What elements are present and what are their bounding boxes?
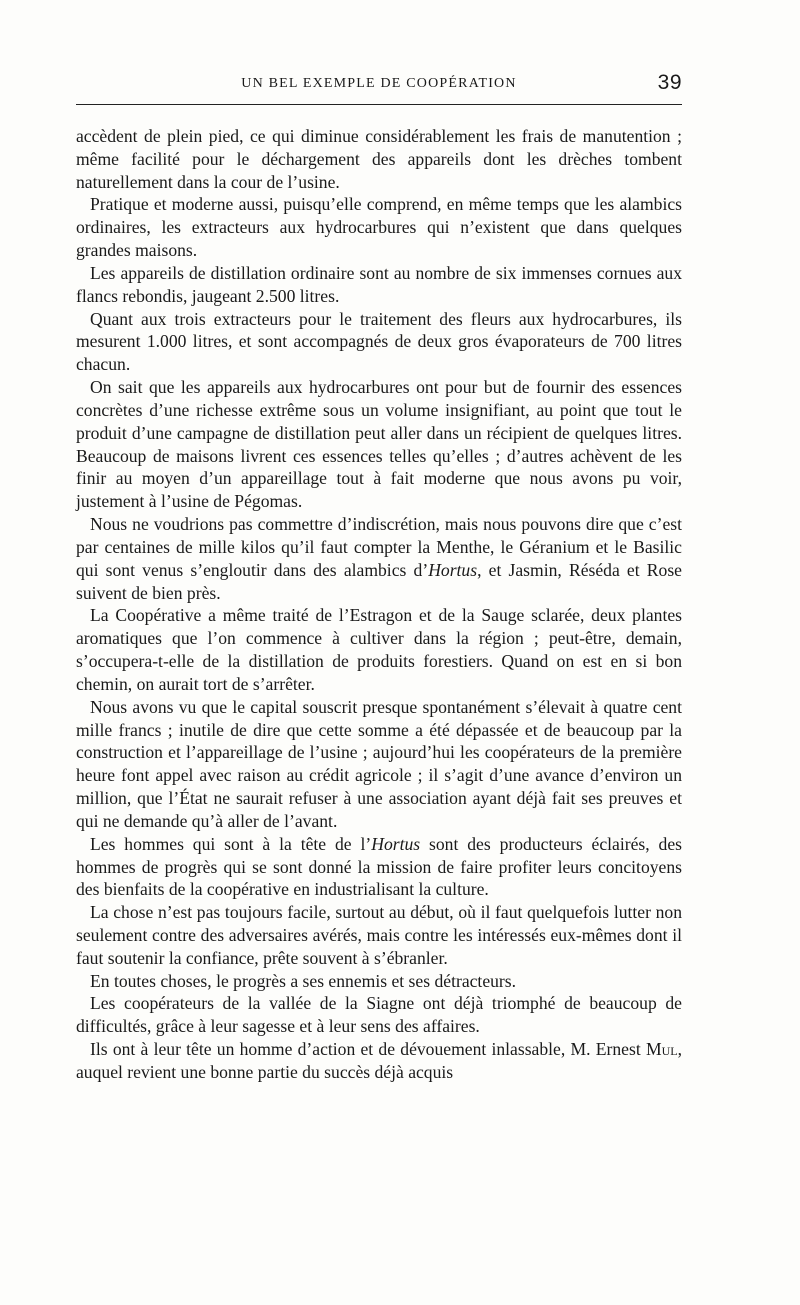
paragraph-8: Nous avons vu que le capital souscrit presque spontanément s’élevait à quatre cent mille francs ; inutile de dire que cette somme a été dépassée et de beaucoup par la construction et l’appareillage de l’usine ; aujourd’hui les coopérateurs de la première heure font appel avec raison au crédit agricole ; il s’agit d’une avance d’environ un million, que l’État ne saurait refuser à une association ayant déjà fait ses preuves et qui ne demande qu’à aller de l’avant. [76, 696, 682, 831]
page-number: 39 [657, 71, 682, 94]
paragraph-9-italic: Hortus [371, 833, 421, 854]
paragraph-12: Les coopérateurs de la vallée de la Siagne ont déjà triomphé de beaucoup de difficultés, grâce à leur sagesse et à leur sens des affaires. [76, 993, 682, 1037]
paragraph-11: En toutes choses, le progrès a ses ennemis et ses détracteurs. [90, 970, 517, 991]
paragraph-6-italic: Hortus [428, 559, 478, 580]
paragraph-9 [76, 833, 682, 901]
paragraph-4: Quant aux trois extracteurs pour le traitement des fleurs aux hydrocarbures, ils mesurent 1.000 litres, et sont accompagnés de deux gros évaporateurs de 700 litres chacun. [76, 308, 682, 375]
paragraph-7: La Coopérative a même traité de l’Estragon et de la Sauge sclarée, deux plantes aromatiques que l’on commence à cultiver dans la région ; peut-être, demain, s’occupera-t-elle de la distillation de produits forestiers. Quand on est en si bon chemin, on aurait tort de s’arrêter. [76, 605, 682, 694]
paragraph-2: Pratique et moderne aussi, puisqu’elle comprend, en même temps que les alambics ordinaires, les extracteurs aux hydrocarbures qui n’existent que dans quelques grandes maisons. [76, 194, 682, 261]
body-text [76, 125, 682, 1084]
paragraph-13 [76, 1038, 682, 1084]
paragraph-13-text-a: Ils ont à leur tête un homme d’action et de dévouement inlassable, M. Ernest [90, 1039, 646, 1060]
person-name: Mul [645, 1039, 678, 1060]
paragraph-6-text-a: Nous ne voudrions pas commettre d’indiscrétion, mais nous pouvons dire que c’est par centaines de mille kilos qu’il faut compter la Menthe, le Géranium et le Basilic qui sont venus s’engloutir dans des alambics d’ [76, 514, 682, 580]
header-rule [76, 104, 682, 105]
running-title: UN BEL EXEMPLE DE COOPÉRATION [241, 76, 517, 91]
paragraph-10: La chose n’est pas toujours facile, surtout au début, où il faut quelquefois lutter non seulement contre des adversaires avérés, mais contre les intéressés eux-mêmes dont il faut soutenir la confiance, prête souvent à s’ébranler. [76, 902, 682, 968]
paragraph-13-text-b: , auquel revient une bonne partie du succès déjà acquis [76, 1039, 682, 1082]
paragraph-1: accèdent de plein pied, ce qui diminue considérablement les frais de manutention ; même facilité pour le déchargement des appareils dont les drèches tombent naturellement dans la cour de l’usine. [76, 126, 682, 192]
paragraph-6-text-b: , et Jasmin, Réséda et Rose suivent de bien près. [76, 559, 682, 603]
paragraph-5: On sait que les appareils aux hydrocarbures ont pour but de fournir des essences concrètes d’une richesse extrême sous un volume insignifiant, au point que tout le produit d’une campagne de distillation peut aller dans un récipient de quelques litres. Beaucoup de maisons livrent ces essences telles qu’elles ; d’autres achèvent de les finir au moyen d’un appareillage tout à fait moderne que nous avons pu voir, justement à l’usine de Pégomas. [76, 377, 682, 512]
paragraph-3: Les appareils de distillation ordinaire sont au nombre de six immenses cornues aux flancs rebondis, jaugeant 2.500 litres. [76, 262, 682, 306]
page-header [76, 66, 682, 100]
paragraph-9-text-b: sont des producteurs éclairés, des hommes de progrès qui se sont donné la mission de faire profiter leurs concitoyens des bienfaits de la coopérative en industrialisant la culture. [76, 833, 682, 900]
paragraph-6 [76, 513, 682, 604]
paragraph-9-text-a: Les hommes qui sont à la tête de l’ [90, 833, 372, 854]
